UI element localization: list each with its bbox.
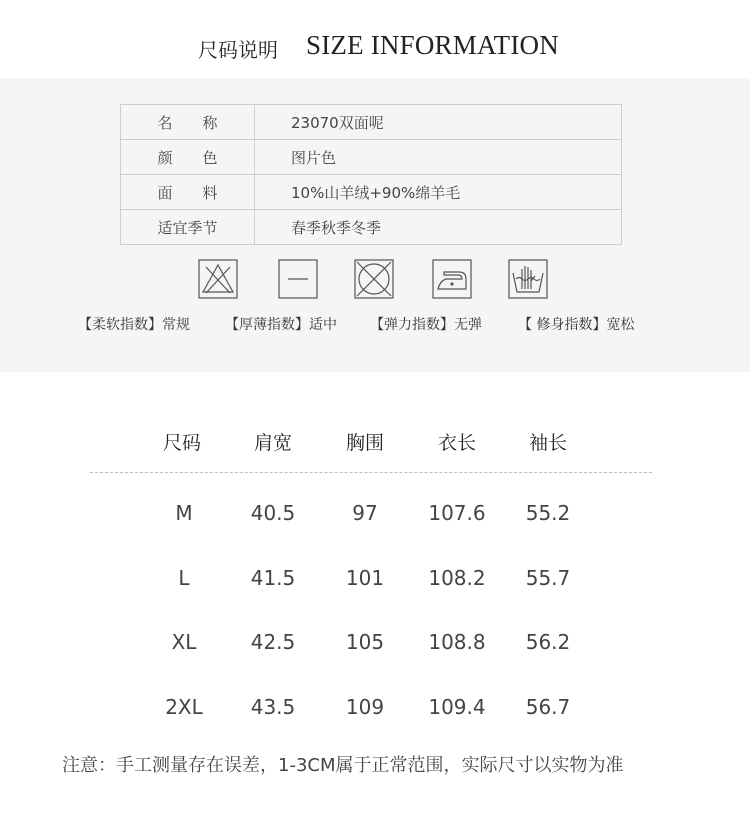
page-header: [0, 0, 750, 78]
size-cell: 42.5: [250, 630, 296, 654]
size-header: 衣长: [437, 432, 476, 454]
info-row-color: [121, 140, 622, 175]
size-cell: L: [178, 566, 190, 590]
size-header: 袖长: [528, 432, 567, 454]
measurement-note: 注意：手工测量存在误差，1-3CM属于正常范围，实际尺寸以实物为准: [62, 755, 624, 776]
size-cell: 109: [345, 695, 385, 719]
do-not-tumble-dry-icon: [354, 259, 394, 299]
index-thickness: 【厚薄指数】适中: [225, 317, 337, 333]
info-key: 名 称: [121, 105, 255, 140]
size-cell: 56.2: [525, 630, 571, 654]
info-key: 面 料: [121, 175, 255, 210]
iron-low-heat-icon: [432, 259, 472, 299]
do-not-bleach-icon: [198, 259, 238, 299]
size-cell: 105: [345, 630, 385, 654]
dry-flat-icon: [278, 259, 318, 299]
size-cell: 41.5: [250, 566, 296, 590]
index-fit: 【 修身指数】宽松: [518, 317, 635, 333]
size-cell: 40.5: [250, 501, 296, 525]
size-header: 肩宽: [253, 432, 292, 454]
info-value: 23070双面呢: [255, 105, 622, 140]
size-cell: 108.8: [428, 630, 486, 654]
size-cell: 56.7: [525, 695, 571, 719]
size-cell: 97: [352, 501, 378, 525]
size-cell: XL: [171, 630, 197, 654]
size-cell: 107.6: [428, 501, 486, 525]
info-row-season: [121, 210, 622, 245]
index-softness: 【柔软指数】常规: [78, 317, 190, 333]
product-info-table: [120, 104, 622, 245]
hand-wash-icon: [508, 259, 548, 299]
size-cell: 55.2: [525, 501, 571, 525]
size-cell: 101: [345, 566, 385, 590]
size-cell: 43.5: [250, 695, 296, 719]
info-key: 适宜季节: [121, 210, 255, 245]
info-value: 图片色: [255, 140, 622, 175]
info-row-name: [121, 105, 622, 140]
title-en: SIZE INFORMATION: [306, 30, 559, 60]
title-cn: 尺码说明: [198, 38, 278, 62]
fabric-indices: [0, 314, 750, 334]
size-cell: 108.2: [428, 566, 486, 590]
size-cell: 109.4: [428, 695, 486, 719]
size-header: 胸围: [345, 432, 384, 454]
index-elasticity: 【弹力指数】无弹: [370, 317, 482, 333]
size-cell: 55.7: [525, 566, 571, 590]
info-key: 颜 色: [121, 140, 255, 175]
care-icons: [0, 259, 750, 299]
info-row-material: [121, 175, 622, 210]
info-value: 春季秋季冬季: [255, 210, 622, 245]
info-value: 10%山羊绒+90%绵羊毛: [255, 175, 622, 210]
size-header: 尺码: [162, 432, 201, 454]
header-divider: [90, 472, 652, 473]
size-cell: 2XL: [165, 695, 203, 719]
size-cell: M: [175, 501, 193, 525]
